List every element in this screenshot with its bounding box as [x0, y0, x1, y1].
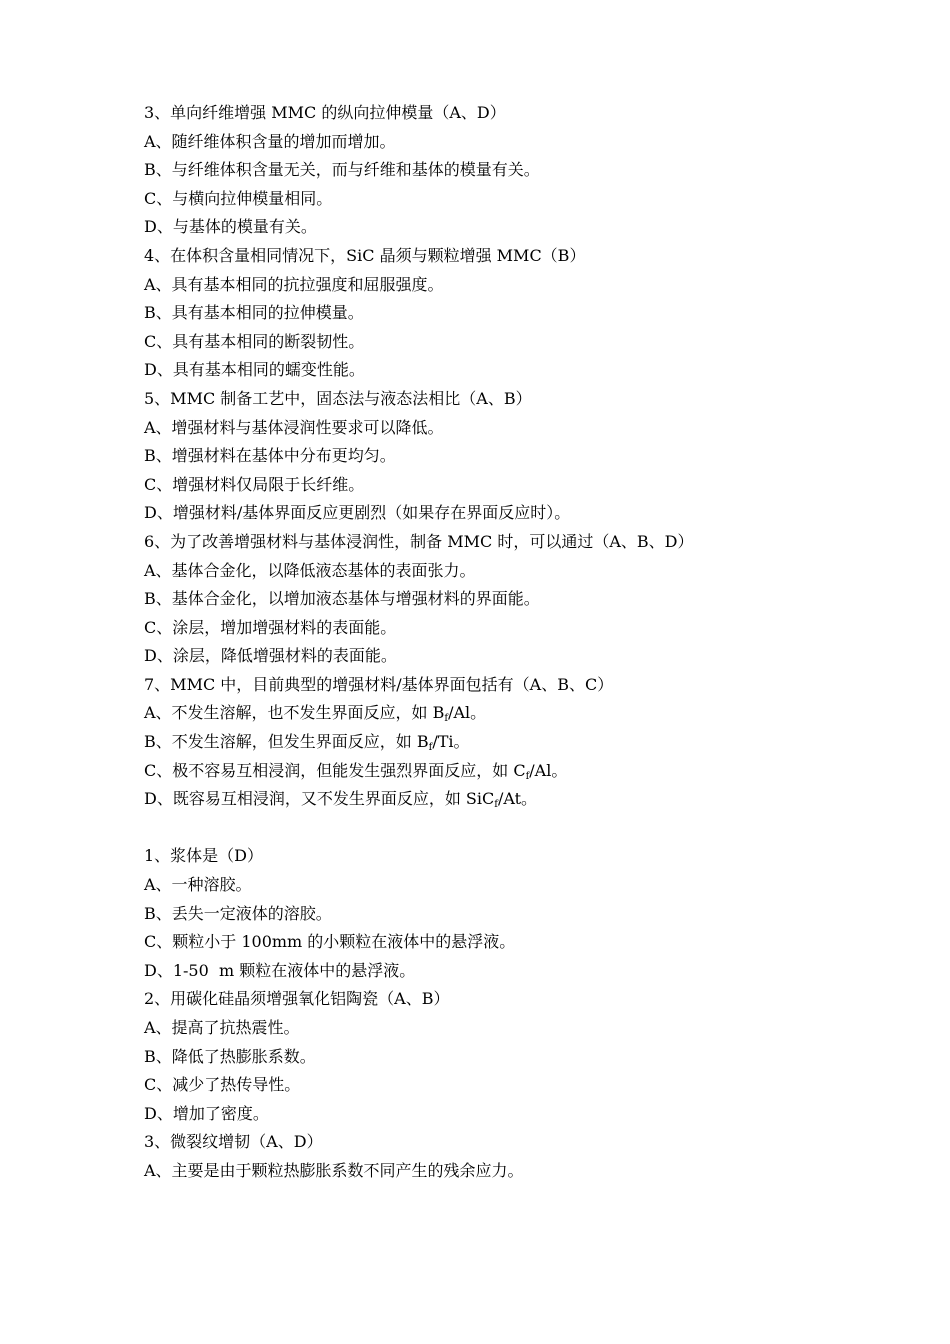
option-line: B、具有基本相同的拉伸模量。 [144, 303, 364, 323]
question-stem: 5、MMC 制备工艺中，固态法与液态法相比（A、B） [144, 388, 532, 408]
option-line: C、颗粒小于 100mm 的小颗粒在液体中的悬浮液。 [144, 932, 516, 952]
option-line [144, 757, 824, 786]
option-text: /Al。 [529, 760, 568, 780]
question-stem: 7、MMC 中，目前典型的增强材料/基体界面包括有（A、B、C） [144, 674, 614, 694]
option-text: /Al。 [448, 703, 487, 723]
option-line: D、增强材料/基体界面反应更剧烈（如果存在界面反应时）。 [144, 503, 571, 523]
option-line: C、涂层，增加增强材料的表面能。 [144, 617, 397, 637]
option-line: D、1-50 m 颗粒在液体中的悬浮液。 [144, 960, 416, 980]
question-stem: 4、在体积含量相同情况下，SiC 晶须与颗粒增强 MMC（B） [144, 245, 586, 265]
option-line: A、主要是由于颗粒热膨胀系数不同产生的残余应力。 [144, 1160, 524, 1180]
option-text: /At。 [497, 789, 538, 809]
question-stem: 1、浆体是（D） [144, 846, 264, 866]
document-body [144, 99, 824, 1186]
subscript: f [428, 742, 433, 754]
option-text: A、不发生溶解，也不发生界面反应，如 B [144, 703, 445, 723]
option-line: B、丢失一定液体的溶胶。 [144, 903, 332, 923]
option-line: C、具有基本相同的断裂韧性。 [144, 331, 365, 351]
option-line: B、增强材料在基体中分布更均匀。 [144, 446, 396, 466]
option-line: A、增强材料与基体浸润性要求可以降低。 [144, 417, 444, 437]
question-stem: 3、微裂纹增韧（A、D） [144, 1132, 323, 1152]
option-line: A、随纤维体积含量的增加而增加。 [144, 131, 396, 151]
subscript: f [494, 799, 498, 811]
option-text: /Ti。 [432, 732, 470, 752]
question-stem: 6、为了改善增强材料与基体浸润性，制备 MMC 时，可以通过（A、B、D） [144, 531, 694, 551]
option-line: B、与纤维体积含量无关，而与纤维和基体的模量有关。 [144, 160, 540, 180]
option-line: C、增强材料仅局限于长纤维。 [144, 474, 365, 494]
option-line: A、基体合金化，以降低液态基体的表面张力。 [144, 560, 476, 580]
option-line [144, 728, 824, 757]
option-text: D、既容易互相浸润，又不发生界面反应，如 SiC [144, 789, 495, 809]
option-line: D、增加了密度。 [144, 1103, 269, 1123]
option-line: A、一种溶胶。 [144, 875, 252, 895]
option-text: B、不发生溶解，但发生界面反应，如 B [144, 732, 429, 752]
question-stem: 3、单向纤维增强 MMC 的纵向拉伸模量（A、D） [144, 103, 506, 122]
option-line: A、具有基本相同的抗拉强度和屈服强度。 [144, 274, 444, 294]
option-line: C、减少了热传导性。 [144, 1075, 301, 1095]
option-line: D、与基体的模量有关。 [144, 217, 317, 237]
subscript: f [525, 770, 530, 782]
blank-line [144, 814, 824, 843]
option-line: B、基体合金化，以增加液态基体与增强材料的界面能。 [144, 589, 540, 609]
option-line: C、与横向拉伸模量相同。 [144, 188, 333, 208]
option-line: D、涂层，降低增强材料的表面能。 [144, 646, 397, 666]
subscript: f [444, 713, 449, 725]
option-line: D、具有基本相同的蠕变性能。 [144, 360, 365, 380]
option-text: C、极不容易互相浸润，但能发生强烈界面反应，如 C [144, 760, 526, 780]
option-line: B、降低了热膨胀系数。 [144, 1046, 316, 1066]
option-line [144, 785, 824, 814]
option-line [144, 699, 824, 728]
option-line: A、提高了抗热震性。 [144, 1018, 300, 1037]
question-stem: 2、用碳化硅晶须增强氧化铝陶瓷（A、B） [144, 989, 450, 1009]
